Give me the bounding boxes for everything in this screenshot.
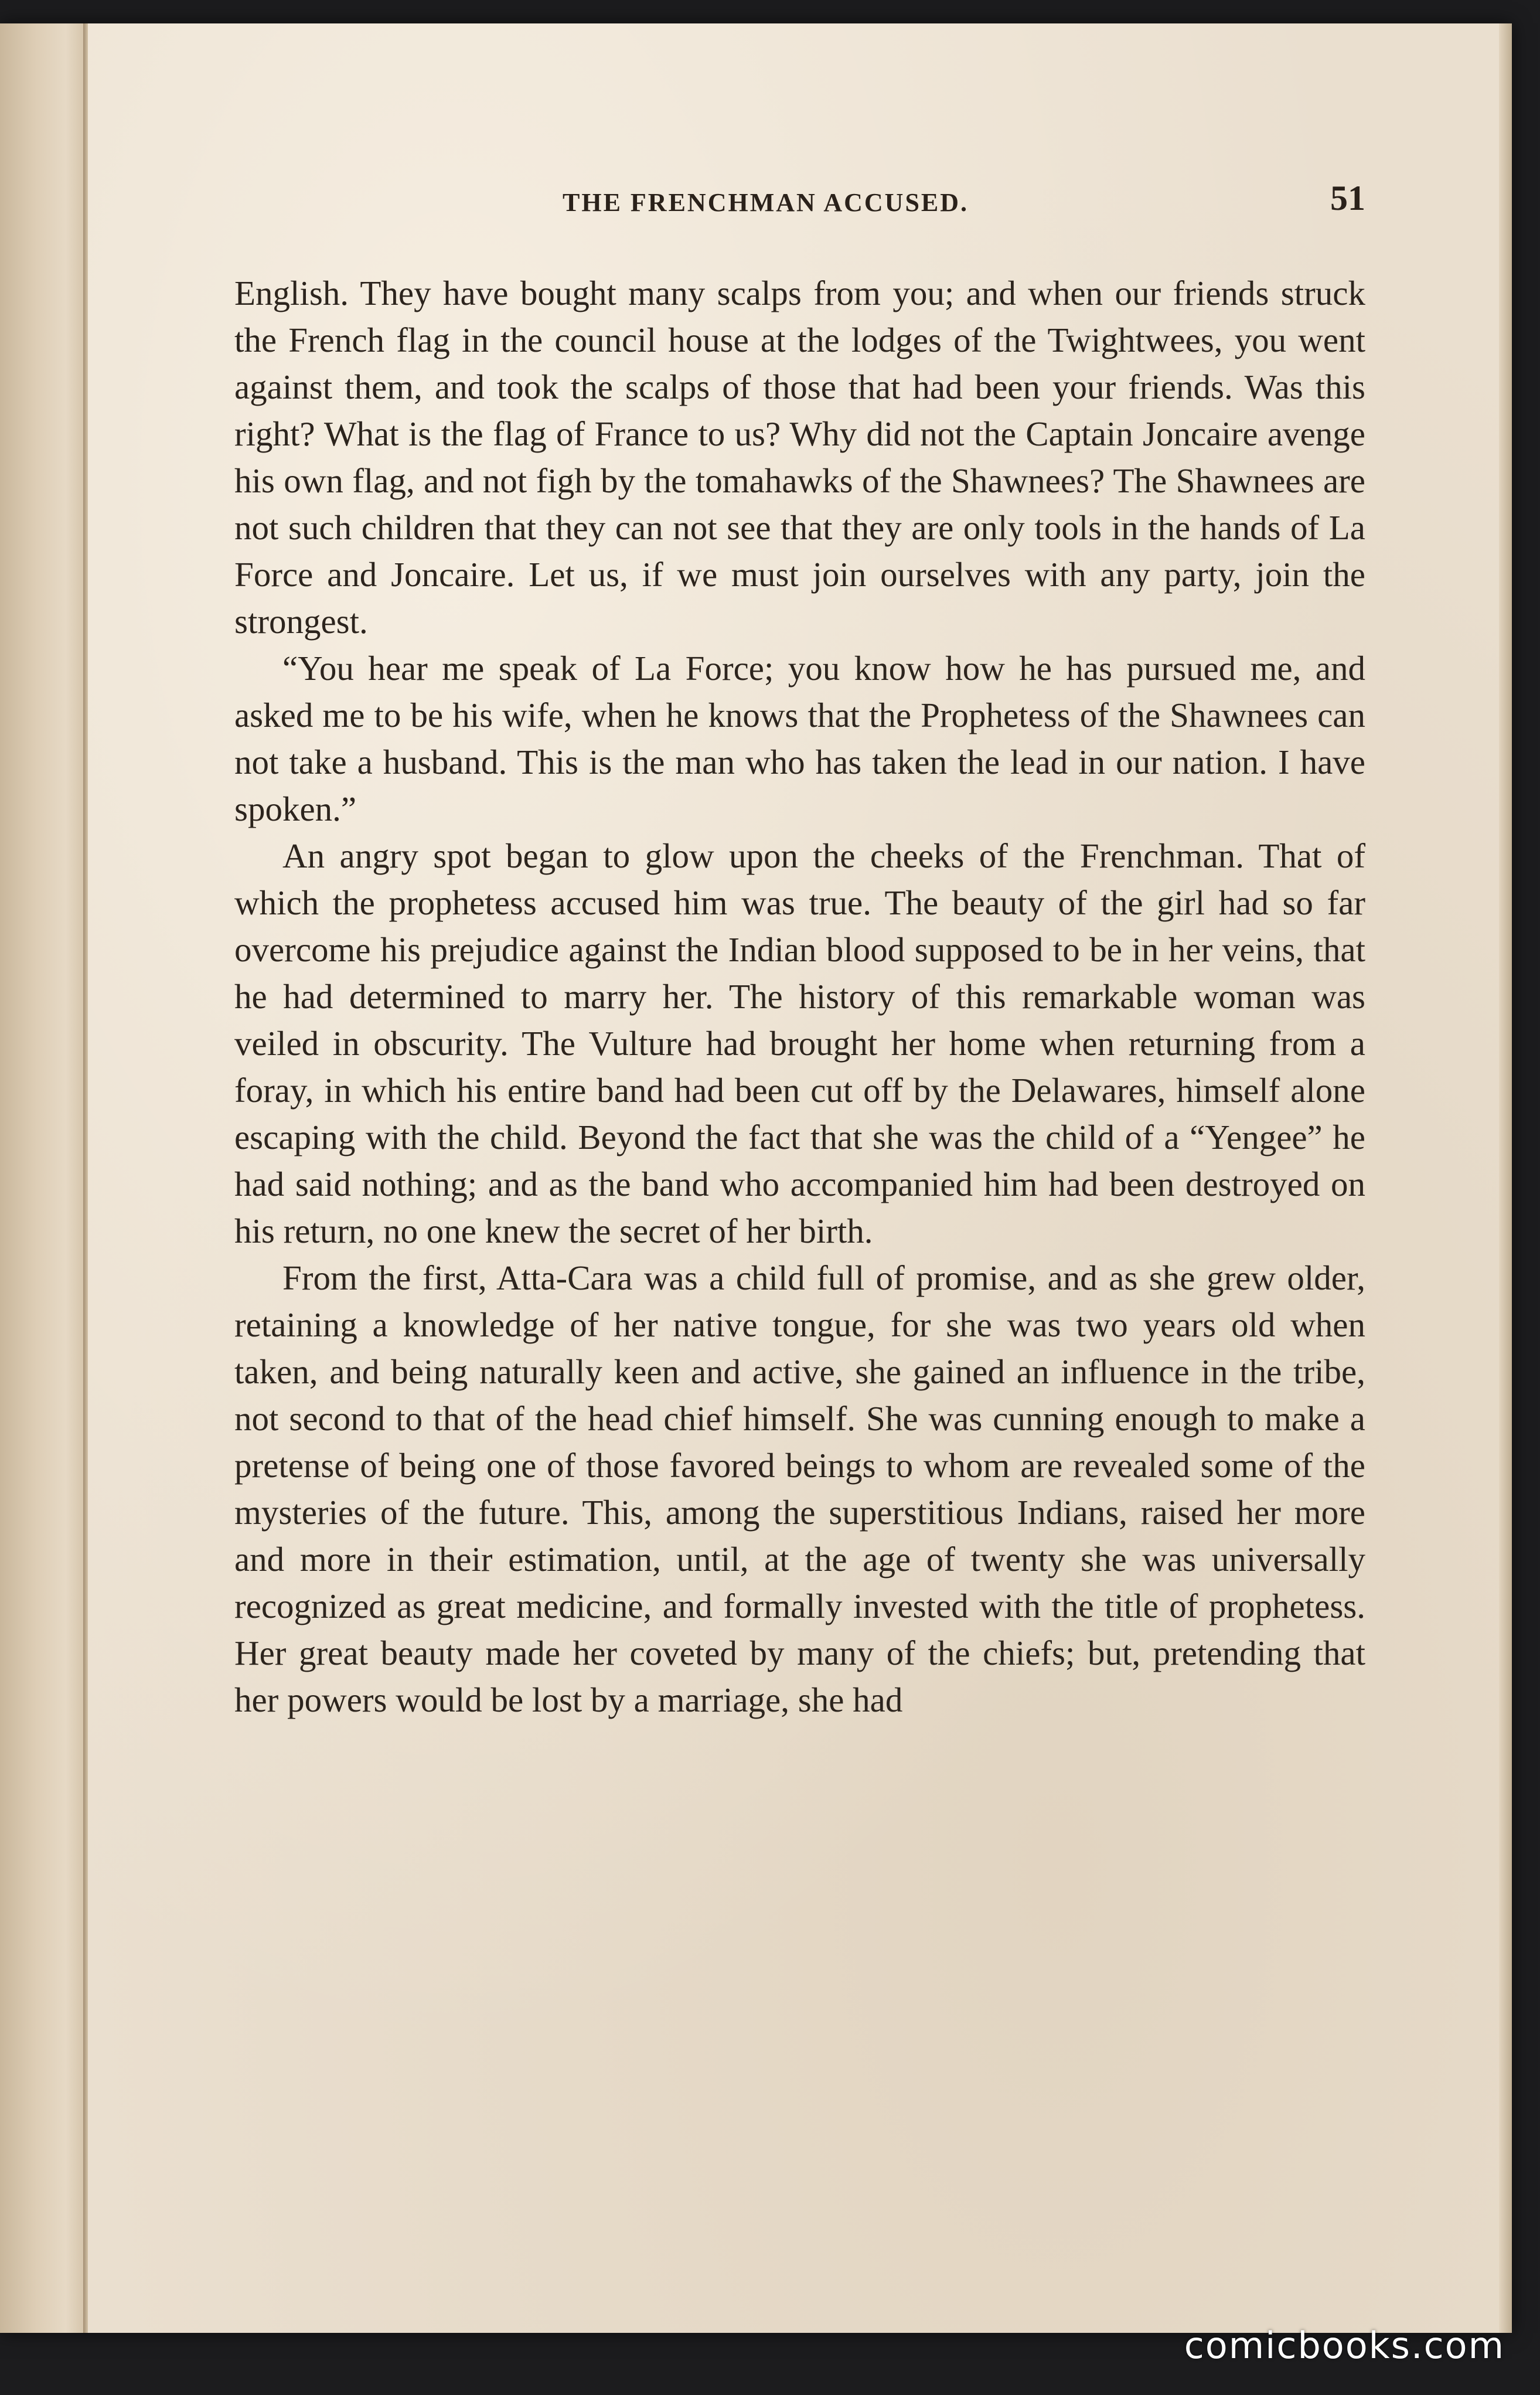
paragraph-4: From the first, Atta-Cara was a child full of promise, and as she grew older, retaining a knowledge of her native tongue, for she was two years old when taken, and being naturally keen and active, she gained an influence in the tribe, not second to that of the head chief himself. She was cunning enough to make a pretense of being one of those favored beings to whom are revealed some of the mysteries of the future. This, among the superstitious Indians, raised her more and more in their estimation, until, at the age of twenty she was universally recognized as great medicine, and formally invested with the title of prophetess. Her great beauty made her coveted by many of the chiefs; but, pretending that her powers would be lost by a marriage, she had bbox=[234, 1258, 1365, 1719]
site-watermark: comicbooks.com bbox=[1184, 2324, 1505, 2367]
body-text bbox=[234, 270, 1365, 1723]
page-number: 51 bbox=[1330, 179, 1365, 217]
previous-page-edge bbox=[0, 23, 88, 2333]
paragraph-3: An angry spot began to glow upon the cheeks of the Frenchman. That of which the prophetess accused him was true. The beauty of the girl had so far overcome his prejudice against the Indian blood supposed to be in her veins, that he had determined to marry her. The history of this remarkable woman was veiled in obscurity. The Vulture had brought her home when returning from a foray, in which his entire band had been cut off by the Delawares, himself alone escaping with the child. Beyond the fact that she was the child of a “Yengee” he had said nothing; and as the band who accompanied him had been destroyed on his return, no one knew the secret of her birth. bbox=[234, 836, 1365, 1250]
page-fore-edge bbox=[1499, 23, 1512, 2333]
page-header bbox=[234, 170, 1365, 217]
running-head: THE FRENCHMAN ACCUSED. bbox=[563, 188, 969, 217]
page-gutter bbox=[83, 23, 88, 2333]
paragraph-1: English. They have bought many scalps from you; and when our friends struck the French flag in the council house at the lodges of the Twightwees, you went against them, and took the scalps of those that had been your friends. Was this right? What is the flag of France to us? Why did not the Captain Joncaire avenge his own flag, and not figh by the tomahawks of the Shawnees? The Shawnees are not such children that they can not see that they are only tools in the hands of La Force and Joncaire. Let us, if we must join ourselves with any party, join the strongest. bbox=[234, 274, 1365, 641]
book-page bbox=[0, 23, 1512, 2333]
paragraph-2: “You hear me speak of La Force; you know how he has pursued me, and asked me to be his wife, when he knows that the Prophetess of the Shawnees can not take a husband. This is the man who has taken the lead in our nation. I have spoken.” bbox=[234, 649, 1365, 828]
